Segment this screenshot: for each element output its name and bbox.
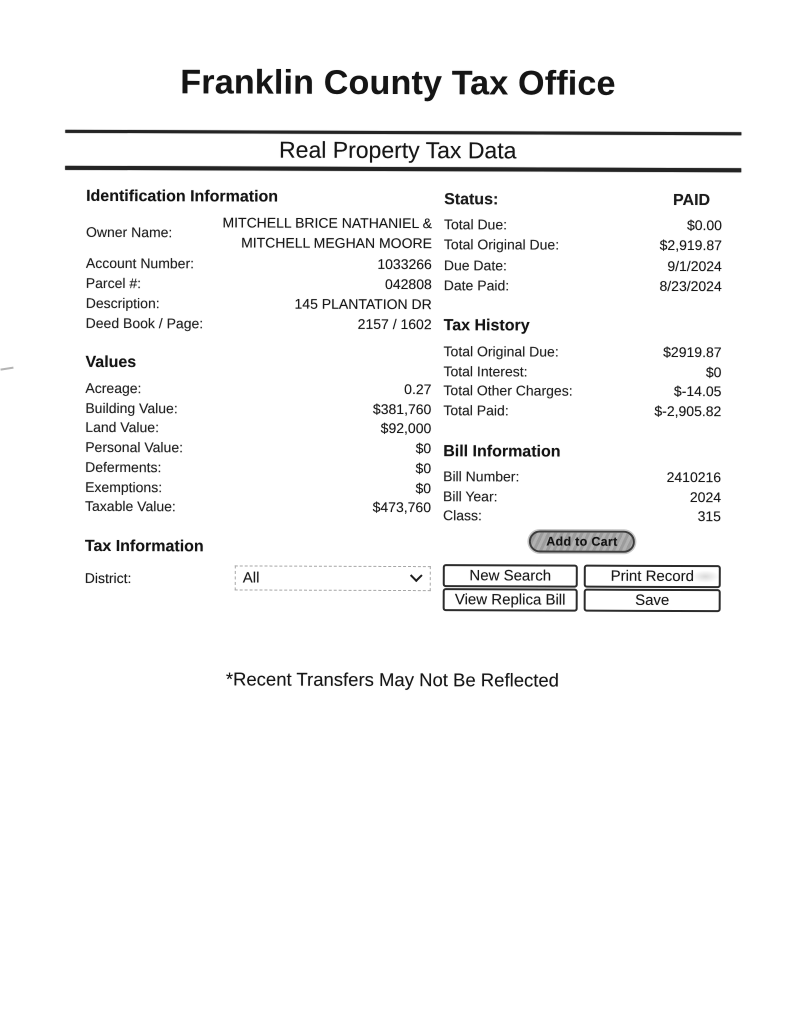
bill-number-label: Bill Number: bbox=[443, 468, 520, 485]
total-interest-label: Total Interest: bbox=[443, 362, 528, 380]
total-interest-value: $0 bbox=[705, 363, 722, 380]
tax-history-section bbox=[443, 317, 721, 422]
district-label: District: bbox=[84, 569, 132, 586]
building-value-row bbox=[85, 399, 431, 420]
total-other-charges-value: $-14.05 bbox=[673, 383, 722, 400]
print-record-button[interactable]: Print Record bbox=[584, 565, 721, 588]
identification-section bbox=[86, 188, 433, 335]
taxable-value-label: Taxable Value: bbox=[84, 498, 176, 515]
deed-book-page-label: Deed Book / Page: bbox=[85, 315, 204, 332]
total-paid-row bbox=[443, 401, 721, 422]
tax-information-section bbox=[85, 538, 431, 591]
class-row bbox=[443, 507, 721, 528]
parcel-row bbox=[86, 273, 432, 295]
acreage-row bbox=[85, 379, 431, 400]
total-other-charges-label: Total Other Charges: bbox=[443, 382, 573, 400]
account-number-value: 1033266 bbox=[377, 255, 432, 272]
building-value-value: $381,760 bbox=[372, 400, 432, 417]
total-interest-row bbox=[443, 362, 721, 383]
save-button[interactable]: Save bbox=[584, 589, 721, 612]
district-selected-value: All bbox=[242, 569, 260, 587]
bill-number-value: 2410216 bbox=[666, 468, 722, 486]
date-paid-label: Date Paid: bbox=[443, 277, 510, 294]
account-number-row bbox=[86, 253, 432, 275]
description-row bbox=[86, 293, 432, 315]
parcel-value: 042808 bbox=[385, 275, 432, 293]
history-total-original-due-row bbox=[444, 342, 722, 363]
building-value-label: Building Value: bbox=[85, 399, 178, 416]
personal-value-row bbox=[85, 438, 431, 459]
owner-name-row bbox=[86, 212, 432, 254]
total-due-label: Total Due: bbox=[443, 216, 508, 233]
exemptions-row bbox=[85, 477, 431, 498]
identification-heading: Identification Information bbox=[86, 187, 279, 206]
land-value-label: Land Value: bbox=[85, 419, 160, 436]
total-original-due-label: Total Original Due: bbox=[443, 236, 560, 253]
bill-year-row bbox=[443, 487, 721, 508]
history-total-original-due-value: $2919.87 bbox=[663, 343, 722, 361]
total-due-row bbox=[444, 214, 722, 235]
account-number-label: Account Number: bbox=[85, 254, 195, 271]
class-label: Class: bbox=[442, 507, 482, 524]
add-to-cart-container bbox=[443, 530, 721, 553]
due-date-value: 9/1/2024 bbox=[667, 257, 722, 274]
view-replica-bill-button[interactable]: View Replica Bill bbox=[443, 588, 578, 611]
due-date-label: Due Date: bbox=[443, 256, 507, 274]
personal-value-value: $0 bbox=[415, 440, 432, 457]
acreage-value: 0.27 bbox=[404, 381, 432, 398]
new-search-button[interactable]: New Search bbox=[443, 564, 578, 587]
bill-year-label: Bill Year: bbox=[443, 487, 498, 505]
land-value-row bbox=[85, 418, 431, 439]
tax-history-heading: Tax History bbox=[443, 317, 530, 335]
bill-year-value: 2024 bbox=[689, 488, 722, 505]
personal-value-label: Personal Value: bbox=[85, 439, 184, 456]
scan-artifact-dash bbox=[0, 367, 13, 371]
deferments-value: $0 bbox=[415, 459, 432, 476]
due-date-row bbox=[444, 255, 722, 276]
deferments-label: Deferments: bbox=[85, 458, 162, 475]
header-rule-top bbox=[65, 130, 741, 135]
district-dropdown[interactable] bbox=[235, 565, 431, 591]
total-due-value: $0.00 bbox=[686, 217, 723, 234]
parcel-label: Parcel #: bbox=[85, 274, 142, 291]
bill-information-section bbox=[443, 443, 721, 527]
values-section bbox=[85, 354, 432, 518]
total-paid-label: Total Paid: bbox=[443, 402, 509, 419]
owner-name-value-line2: MITCHELL MEGHAN MOORE bbox=[241, 234, 432, 252]
description-value: 145 PLANTATION DR bbox=[294, 295, 432, 313]
date-paid-value: 8/23/2024 bbox=[659, 278, 722, 295]
land-value-value: $92,000 bbox=[380, 420, 432, 437]
owner-name-label: Owner Name: bbox=[85, 224, 173, 241]
transfers-footnote: *Recent Transfers May Not Be Reflected bbox=[225, 668, 560, 691]
deed-book-page-value: 2157 / 1602 bbox=[357, 316, 432, 333]
page-subtitle: Real Property Tax Data bbox=[279, 136, 517, 164]
exemptions-label: Exemptions: bbox=[85, 478, 163, 495]
bill-number-row bbox=[443, 467, 721, 488]
add-to-cart-button[interactable]: Add to Cart bbox=[529, 530, 634, 552]
exemptions-value: $0 bbox=[415, 479, 432, 496]
total-original-due-value: $2,919.87 bbox=[659, 237, 722, 254]
date-paid-row bbox=[444, 275, 722, 296]
description-label: Description: bbox=[85, 295, 160, 312]
header-rule-bottom bbox=[65, 166, 741, 172]
tax-information-heading: Tax Information bbox=[84, 537, 204, 556]
deed-book-page-row bbox=[86, 313, 432, 335]
bill-information-heading: Bill Information bbox=[443, 443, 561, 461]
page-title: Franklin County Tax Office bbox=[180, 63, 616, 103]
chevron-down-icon bbox=[410, 569, 423, 582]
district-row bbox=[85, 565, 431, 591]
total-other-charges-row bbox=[443, 382, 721, 403]
status-heading: Status: bbox=[444, 191, 499, 209]
status-section bbox=[444, 191, 722, 297]
values-heading: Values bbox=[85, 353, 137, 372]
status-badge: PAID bbox=[673, 191, 711, 210]
taxable-value-row bbox=[85, 497, 431, 518]
deferments-row bbox=[85, 458, 431, 479]
total-original-due-row bbox=[444, 235, 722, 256]
taxable-value-value: $473,760 bbox=[372, 499, 432, 516]
action-button-grid bbox=[443, 564, 721, 612]
acreage-label: Acreage: bbox=[85, 379, 142, 397]
owner-name-value-line1: MITCHELL BRICE NATHANIEL & bbox=[222, 214, 433, 232]
total-paid-value: $-2,905.82 bbox=[654, 403, 722, 420]
class-value: 315 bbox=[697, 508, 722, 525]
history-total-original-due-label: Total Original Due: bbox=[443, 343, 559, 360]
